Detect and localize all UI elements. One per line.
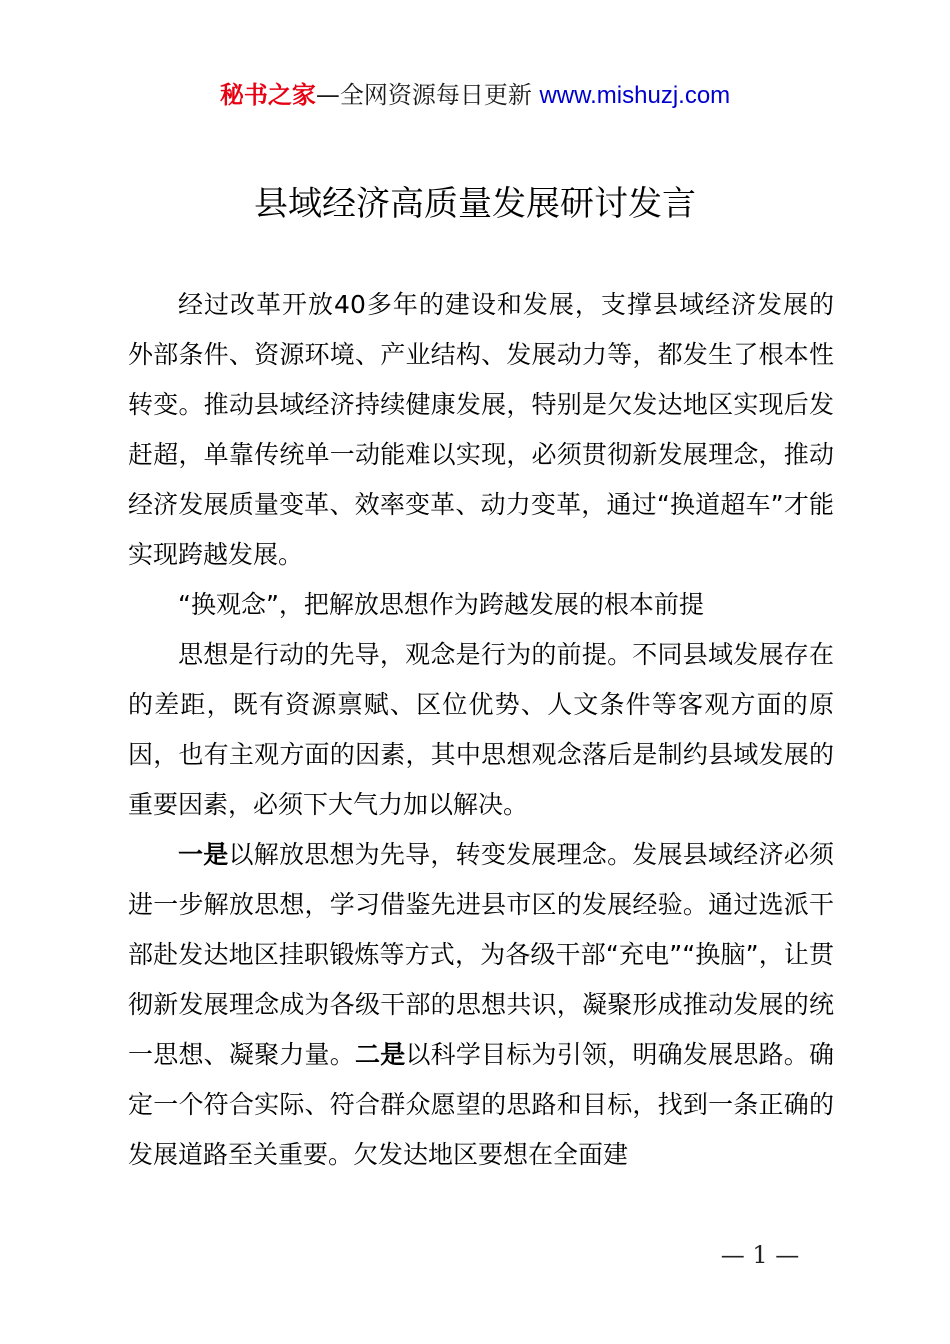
page-number: — 1 — (720, 1241, 800, 1269)
point-one-text: 以解放思想为先导，转变发展理念。发展县域经济必须进一步解放思想，学习借鉴先进县市区的发展经验。通过选派干部赴发达地区挂职锻炼等方式，为各级干部“充电”“换脑”，让贯彻新发展理念成为各级干部的思想共识，凝聚形成推动发展的统一思想、凝聚力量。 (128, 840, 834, 1069)
paragraph-intro: 经过改革开放40多年的建设和发展，支撑县域经济发展的外部条件、资源环境、产业结构、发展动力等，都发生了根本性转变。推动县域经济持续健康发展，特别是欠发达地区实现后发赶超，单靠传统单一动能难以实现，必须贯彻新发展理念，推动经济发展质量变革、效率变革、动力变革，通过“换道超车”才能实现跨越发展。 (128, 290, 834, 569)
point-two-label: 二是 (355, 1040, 406, 1069)
site-header (0, 78, 950, 113)
section-heading: “换观念”，把解放思想作为跨越发展的根本前提 (178, 590, 704, 619)
header-tagline: —全网资源每日更新 (315, 81, 532, 109)
paragraph-points (128, 830, 834, 1180)
site-url-link[interactable]: www.mishuzj.com (539, 82, 731, 109)
document-body (128, 280, 834, 1180)
point-two-text: 以科学目标为引领，明确发展思路。确定一个符合实际、符合群众愿望的思路和目标，找到一条正确的发展道路至关重要。欠发达地区要想在全面建 (128, 1040, 834, 1169)
paragraph-thought: 思想是行动的先导，观念是行为的前提。不同县域发展存在的差距，既有资源禀赋、区位优势、人文条件等客观方面的原因，也有主观方面的因素，其中思想观念落后是制约县域发展的重要因素，必须下大气力加以解决。 (128, 640, 834, 819)
brand-name: 秘书之家 (219, 81, 316, 109)
point-one-label: 一是 (178, 840, 229, 869)
document-title: 县域经济高质量发展研讨发言 (254, 184, 696, 224)
